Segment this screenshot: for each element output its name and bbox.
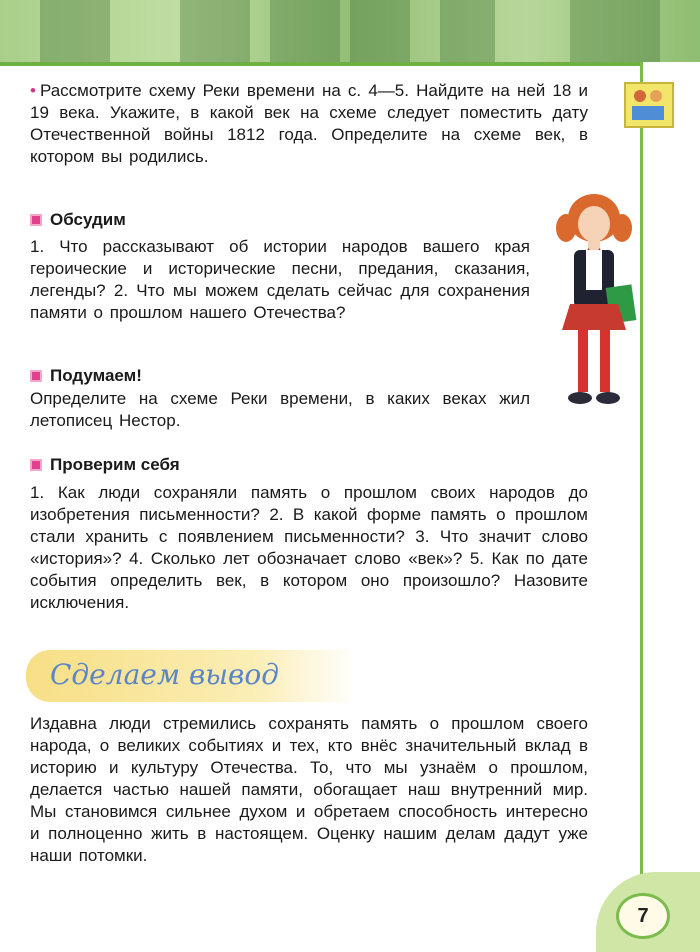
discuss-heading-text: Обсудим xyxy=(50,210,126,229)
bullet-icon: • xyxy=(30,81,36,100)
pair-work-icon xyxy=(624,82,674,128)
intro-task xyxy=(30,80,588,168)
discuss-heading xyxy=(30,210,126,230)
margin-rule xyxy=(640,62,643,902)
header-rule xyxy=(0,62,640,66)
conclusion-heading: Сделаем вывод xyxy=(50,658,279,691)
think-heading-text: Подумаем! xyxy=(50,366,142,385)
book-icon xyxy=(632,106,664,120)
conclusion-text: Издавна люди стремились сохранять память о прошлом своего народа, о великих событиях и тех, кто внёс значительный вклад в историю и культуру Отечества. То, что мы узнаём о прошлом, делается частью нашей памяти, обогащает наш внутренний мир. Мы становимся сильнее духом и обретаем способность интересно и полноценно жить в настоящем. Оценку нашим делам дадут уже наши потомки. xyxy=(30,714,588,865)
page-number: 7 xyxy=(616,893,670,939)
banner-medal xyxy=(570,0,660,62)
banner-portrait xyxy=(350,0,410,62)
discuss-text: 1. Что рассказывают об истории народов вашего края героические и исторические песни, предания, сказания, легенды? 2. Что мы можем сделать сейчас для сохранения памяти о прошлом нашего Отечества? xyxy=(30,237,530,322)
check-text: 1. Как люди сохраняли память о прошлом своих народов до изобретения письменности? 2. В какой форме память о прошлом стали хранить с появлением письменности? 3. Что значит слово «история»? 4. Сколько лет обозначает слово «век»? 5. Как по дате события определить век, в котором оно произошло? Назовите исключения. xyxy=(30,483,588,612)
think-text: Определите на схеме Реки времени, в каких веках жил летописец Нестор. xyxy=(30,389,530,430)
section-marker-icon xyxy=(30,370,42,382)
think-heading xyxy=(30,366,142,386)
conclusion-title-banner xyxy=(26,650,356,702)
intro-text: Рассмотрите схему Реки времени на с. 4—5. Найдите на ней 18 и 19 века. Укажите, в какой век на схеме следует поместить дату Отечественной войны 1812 года. Определите на схеме век, в котором вы родились. xyxy=(30,81,588,166)
child-head-icon xyxy=(634,90,646,102)
banner-portrait xyxy=(270,0,340,62)
section-marker-icon xyxy=(30,459,42,471)
check-heading-text: Проверим себя xyxy=(50,455,180,474)
header-photo-banner xyxy=(0,0,700,62)
banner-portrait xyxy=(40,0,110,62)
schoolgirl-illustration xyxy=(548,188,640,420)
banner-portrait xyxy=(180,0,250,62)
banner-portrait xyxy=(440,0,495,62)
child-head-icon xyxy=(650,90,662,102)
check-heading xyxy=(30,455,180,475)
section-marker-icon xyxy=(30,214,42,226)
